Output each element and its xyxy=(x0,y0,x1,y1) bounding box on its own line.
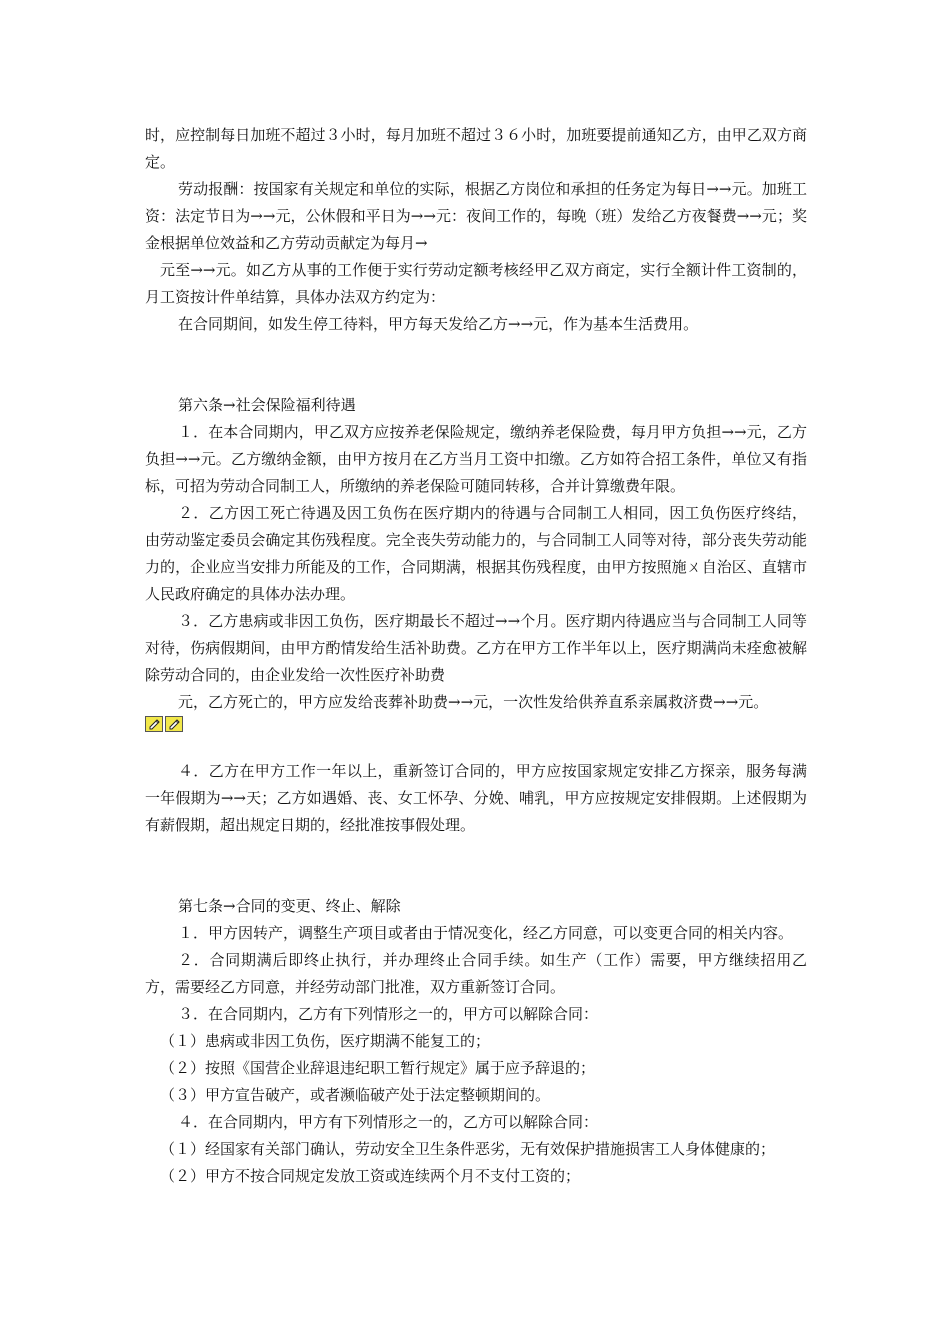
section-6-item-2: ２．乙方因工死亡待遇及因工负伤在医疗期内的待遇与合同制工人相同，因工负伤医疗终结，由劳动鉴定委员会确定其伤残程度。完全丧失劳动能力的，与合同制工人同等对待，部分丧失劳动能力的，企业应当安排力所能及的工作，合同期满，根据其伤残程度，由甲方按照施ㄨ自治区、直辖市人民政府确定的具体办法办理。 xyxy=(145,504,807,603)
section-7-item-3-sub-2: （２）按照《国营企业辞退违纪职工暂行规定》属于应予辞退的； xyxy=(160,1059,596,1077)
edit-icon[interactable] xyxy=(165,716,183,732)
spacer xyxy=(145,734,807,758)
section-7-item-4: ４．在合同期内，甲方有下列情形之一的，乙方可以解除合同： xyxy=(178,1113,599,1131)
section-7-item-3-sub-3: （３）甲方宣告破产，或者濒临破产处于法定整顿期间的。 xyxy=(160,1086,551,1104)
section-7-item-4-sub-1: （１）经国家有关部门确认，劳动安全卫生条件恶劣，无有效保护措施损害工人身体健康的； xyxy=(160,1140,776,1158)
section-7-item-3: ３．在合同期内，乙方有下列情形之一的，甲方可以解除合同： xyxy=(178,1005,599,1023)
section-7-item-3-sub-1: （１）患病或非因工负伤，医疗期满不能复工的； xyxy=(160,1032,491,1050)
section-6-item-3: ３．乙方患病或非因工负伤，医疗期最长不超过→→个月。医疗期内待遇应当与合同制工人同等对待，伤病假期间，由甲方酌情发给生活补助费。乙方在甲方工作半年以上，医疗期满尚未痊愈被解除劳动合同的，由企业发给一次性医疗补助费 xyxy=(145,612,807,684)
paragraph-work-stoppage: 在合同期间，如发生停工待料，甲方每天发给乙方→→元，作为基本生活费用。 xyxy=(178,315,699,333)
paragraph-piecework: 元至→→元。如乙方从事的工作便于实行劳动定额考核经甲乙双方商定，实行全额计件工资制的，月工资按计件单结算，具体办法双方约定为： xyxy=(145,261,807,306)
edit-icon[interactable] xyxy=(145,716,163,732)
embedded-object-icons xyxy=(145,716,807,734)
section-7-item-1: １．甲方因转产，调整生产项目或者由于情况变化，经乙方同意，可以变更合同的相关内容。 xyxy=(178,924,794,942)
paragraph-remuneration: 劳动报酬：按国家有关规定和单位的实际，根据乙方岗位和承担的任务定为每日→→元。加班工资：法定节日为→→元，公休假和平日为→→元：夜间工作的，每晚（班）发给乙方夜餐费→→元；奖金根据单位效益和乙方劳动贡献定为每月→ xyxy=(145,180,807,252)
section-7-item-4-sub-2: （２）甲方不按合同规定发放工资或连续两个月不支付工资的； xyxy=(160,1167,581,1185)
spacer xyxy=(145,839,807,893)
spacer xyxy=(145,338,807,392)
section-7-item-2: ２．合同期满后即终止执行，并办理终止合同手续。如生产（工作）需要，甲方继续招用乙方，需要经乙方同意，并经劳动部门批准，双方重新签订合同。 xyxy=(145,951,807,996)
section-6-item-4: ４．乙方在甲方工作一年以上，重新签订合同的，甲方应按国家规定安排乙方探亲，服务每满一年假期为→→天；乙方如遇婚、丧、女工怀孕、分娩、哺乳，甲方应按规定安排假期。上述假期为有薪假期，超出规定日期的，经批准按事假处理。 xyxy=(145,762,807,834)
section-6-title: 第六条→社会保险福利待遇 xyxy=(178,396,356,414)
section-6-item-1: １．在本合同期内，甲乙双方应按养老保险规定，缴纳养老保险费，每月甲方负担→→元，乙方负担→→元。乙方缴纳金额，由甲方按月在乙方当月工资中扣缴。乙方如符合招工条件，单位又有指标，可招为劳动合同制工人，所缴纳的养老保险可随同转移，合并计算缴费年限。 xyxy=(145,423,807,495)
document-body xyxy=(145,122,807,1190)
section-7-title: 第七条→合同的变更、终止、解除 xyxy=(178,897,401,915)
paragraph-overtime-cont: 时，应控制每日加班不超过３小时，每月加班不超过３６小时，加班要提前通知乙方，由甲乙双方商定。 xyxy=(145,126,807,171)
section-6-item-3-cont: 元，乙方死亡的，甲方应发给丧葬补助费→→元，一次性发给供养直系亲属救济费→→元。 xyxy=(178,693,769,711)
